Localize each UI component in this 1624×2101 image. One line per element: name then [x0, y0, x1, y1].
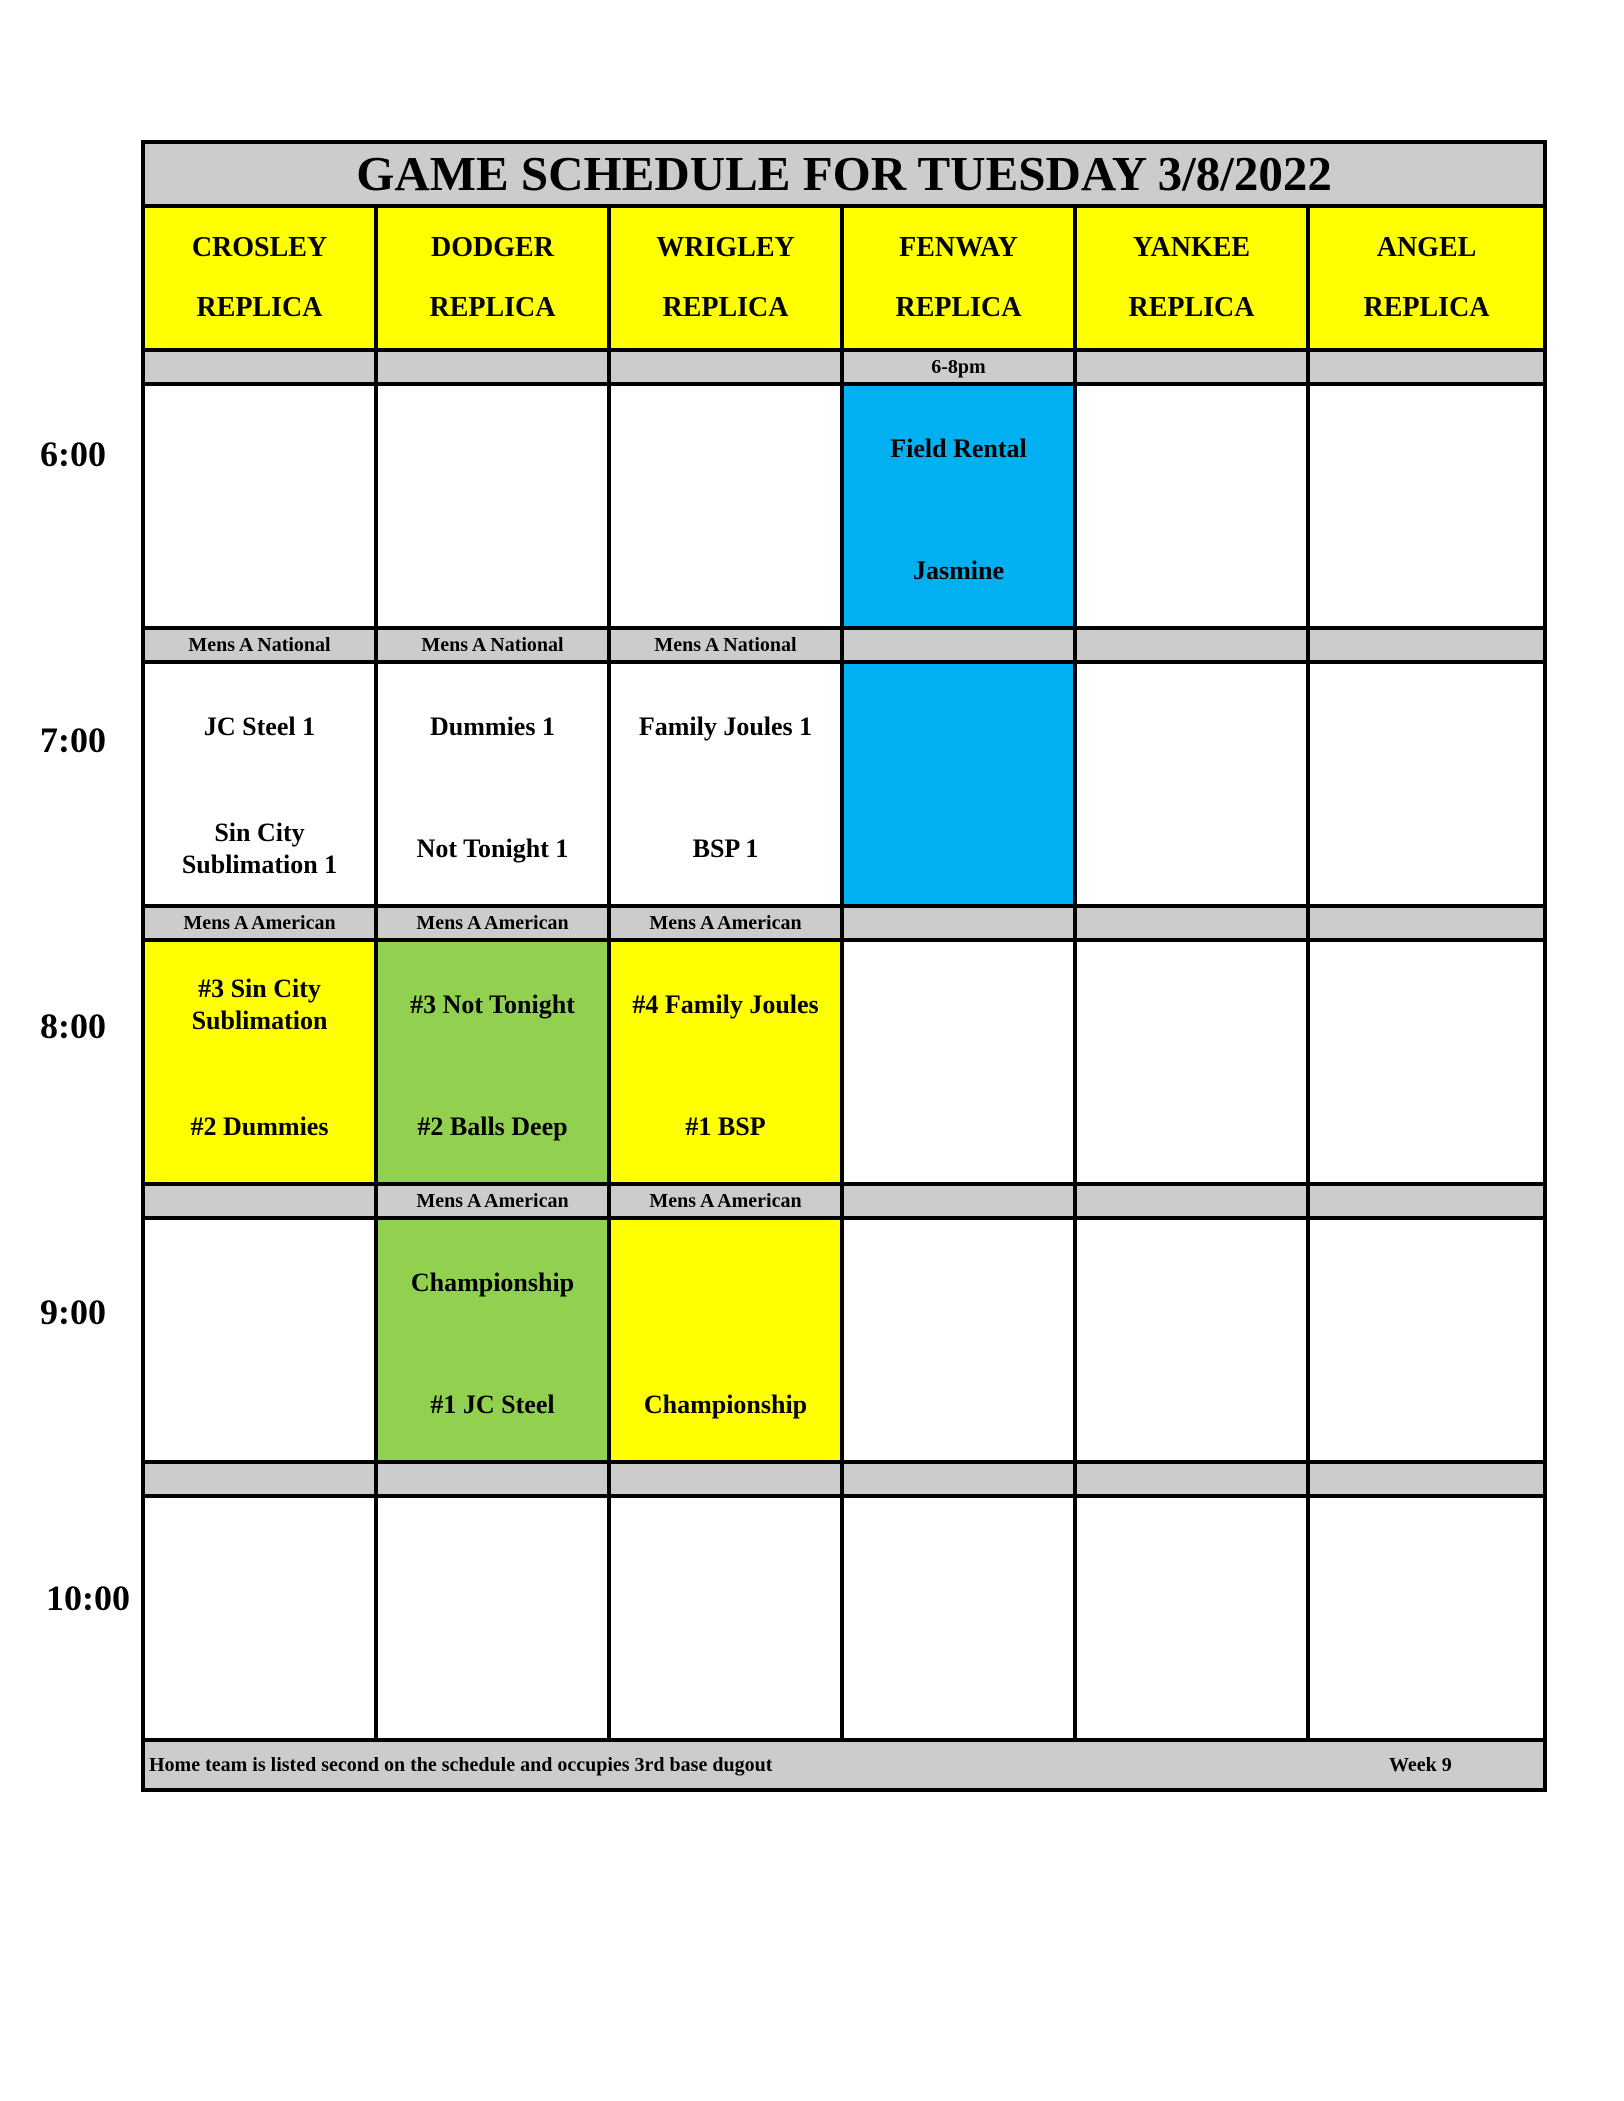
team-top-label: Championship [410, 1268, 575, 1297]
team-bottom-label: BSP 1 [692, 834, 759, 863]
game-cell [376, 384, 609, 628]
game-cell [143, 1496, 376, 1740]
division-label [609, 1462, 842, 1496]
team-top-label: Family Joules 1 [638, 712, 813, 741]
division-bar-row [143, 350, 1545, 384]
division-label [842, 1184, 1075, 1218]
game-cell [842, 1496, 1075, 1740]
team-bottom [378, 1094, 607, 1160]
field-name: YANKEE [1132, 232, 1251, 263]
field-header-2 [609, 206, 842, 350]
team-bottom [844, 816, 1073, 882]
game-cell [376, 1218, 609, 1462]
game-cell [376, 940, 609, 1184]
team-bottom-label: Not Tonight 1 [416, 834, 569, 863]
game-cell [1075, 940, 1308, 1184]
team-top-label: #4 Family Joules [632, 990, 819, 1019]
team-top [844, 694, 1073, 760]
division-label [609, 350, 842, 384]
division-label: Mens A American [609, 1184, 842, 1218]
game-cell [609, 384, 842, 628]
team-bottom [1077, 816, 1306, 882]
field-header-1 [376, 206, 609, 350]
division-label [143, 1184, 376, 1218]
team-top [1310, 1250, 1543, 1316]
game-cell [143, 662, 376, 906]
division-label [1075, 350, 1308, 384]
team-bottom [611, 1372, 840, 1438]
field-name: DODGER [431, 232, 554, 263]
division-bar-row [143, 628, 1545, 662]
division-label [1308, 1184, 1545, 1218]
team-bottom-label: #1 JC Steel [430, 1390, 555, 1419]
game-cell [842, 662, 1075, 906]
division-label [143, 350, 376, 384]
team-bottom [145, 538, 374, 604]
game-cell [143, 1218, 376, 1462]
game-cell [1075, 1496, 1308, 1740]
game-cell [376, 1496, 609, 1740]
week-label: Week 9 [1389, 1754, 1452, 1776]
team-top [378, 972, 607, 1038]
team-bottom [1077, 1372, 1306, 1438]
team-bottom-label: #2 Dummies [190, 1112, 329, 1141]
game-cell [609, 1218, 842, 1462]
team-bottom [378, 1372, 607, 1438]
time-label-8: 8:00 [40, 1006, 106, 1046]
game-cell [1075, 662, 1308, 906]
team-top [844, 1250, 1073, 1316]
time-label-6: 6:00 [40, 434, 106, 474]
time-label-10: 10:00 [46, 1578, 130, 1618]
page-title: GAME SCHEDULE FOR TUESDAY 3/8/2022 [143, 142, 1545, 206]
game-cell [842, 940, 1075, 1184]
team-top [145, 972, 374, 1038]
team-top-label: Field Rental [890, 434, 1027, 463]
game-cell [609, 662, 842, 906]
team-bottom [844, 1372, 1073, 1438]
team-top [611, 694, 840, 760]
time-slot-row [143, 1218, 1545, 1462]
team-bottom [611, 1650, 840, 1716]
game-cell [143, 940, 376, 1184]
division-label [842, 1462, 1075, 1496]
division-label: Mens A National [609, 628, 842, 662]
team-top-label: JC Steel 1 [203, 712, 316, 741]
team-bottom [378, 816, 607, 882]
field-name: CROSLEY [191, 232, 328, 263]
team-bottom [145, 1094, 374, 1160]
team-bottom [1310, 1650, 1543, 1716]
team-bottom [844, 1094, 1073, 1160]
division-label [376, 350, 609, 384]
team-top [378, 1250, 607, 1316]
team-bottom-label: #1 BSP [685, 1112, 766, 1141]
team-bottom [1077, 1650, 1306, 1716]
team-bottom [1310, 816, 1543, 882]
team-top [378, 1528, 607, 1594]
game-cell [1308, 662, 1545, 906]
team-top-label: #3 Not Tonight [410, 990, 575, 1019]
team-bottom [1310, 1094, 1543, 1160]
game-cell [376, 662, 609, 906]
team-bottom [1077, 1094, 1306, 1160]
team-top [611, 972, 840, 1038]
team-top [1310, 1528, 1543, 1594]
division-label: 6-8pm [842, 350, 1075, 384]
game-cell [1075, 384, 1308, 628]
team-top [1310, 694, 1543, 760]
division-bar-row [143, 1184, 1545, 1218]
division-label: Mens A National [143, 628, 376, 662]
team-bottom-label: Jasmine [913, 556, 1004, 585]
time-slot-row [143, 384, 1545, 628]
team-bottom [611, 538, 840, 604]
field-type: REPLICA [895, 292, 1022, 323]
game-cell [1308, 1496, 1545, 1740]
game-cell [1075, 1218, 1308, 1462]
team-top [844, 1528, 1073, 1594]
division-label [1075, 1462, 1308, 1496]
game-cell [1308, 940, 1545, 1184]
field-name: FENWAY [899, 232, 1018, 263]
team-bottom [1077, 538, 1306, 604]
footer [143, 1740, 1545, 1790]
team-top [1310, 972, 1543, 1038]
game-cell [609, 940, 842, 1184]
team-top [844, 972, 1073, 1038]
team-bottom-label: Sin City Sublimation 1 [181, 818, 338, 879]
team-top [1077, 694, 1306, 760]
team-top [145, 1528, 374, 1594]
field-header-3 [842, 206, 1075, 350]
team-bottom [145, 1372, 374, 1438]
team-bottom [844, 538, 1073, 604]
field-type: REPLICA [429, 292, 556, 323]
game-cell [842, 384, 1075, 628]
division-label [1075, 906, 1308, 940]
field-type: REPLICA [1128, 292, 1255, 323]
team-top [1077, 1528, 1306, 1594]
time-labels [0, 0, 141, 2101]
footer-note: Home team is listed second on the schedule and occupies 3rd base dugout [149, 1754, 773, 1776]
team-bottom [611, 1094, 840, 1160]
time-label-9: 9:00 [40, 1292, 106, 1332]
team-bottom [378, 1650, 607, 1716]
division-label [1308, 628, 1545, 662]
division-label [143, 1462, 376, 1496]
division-label [1308, 906, 1545, 940]
field-header-4 [1075, 206, 1308, 350]
team-top [378, 694, 607, 760]
game-cell [842, 1218, 1075, 1462]
division-label [1308, 350, 1545, 384]
team-bottom-label: Championship [643, 1390, 808, 1419]
team-top [611, 416, 840, 482]
game-cell [1308, 384, 1545, 628]
time-label-7: 7:00 [40, 720, 106, 760]
team-bottom [1310, 538, 1543, 604]
game-cell [609, 1496, 842, 1740]
field-header-row [143, 206, 1545, 350]
game-cell [1308, 1218, 1545, 1462]
time-slot-row [143, 940, 1545, 1184]
field-type: REPLICA [1363, 292, 1490, 323]
team-bottom [1310, 1372, 1543, 1438]
team-bottom [145, 1650, 374, 1716]
team-top [1077, 416, 1306, 482]
division-label [842, 628, 1075, 662]
field-header-5 [1308, 206, 1545, 350]
division-label [842, 906, 1075, 940]
team-top [844, 416, 1073, 482]
division-label [1075, 1184, 1308, 1218]
team-bottom [145, 816, 374, 882]
team-top [145, 1250, 374, 1316]
team-bottom [611, 816, 840, 882]
team-bottom [844, 1650, 1073, 1716]
team-bottom [378, 538, 607, 604]
team-top [1310, 416, 1543, 482]
division-bar-row [143, 1462, 1545, 1496]
division-label [376, 1462, 609, 1496]
division-label: Mens A American [143, 906, 376, 940]
team-top [378, 416, 607, 482]
team-top [1077, 1250, 1306, 1316]
team-top-label: Dummies 1 [430, 712, 555, 741]
division-label: Mens A American [376, 906, 609, 940]
team-top [145, 694, 374, 760]
division-label: Mens A American [609, 906, 842, 940]
field-type: REPLICA [662, 292, 789, 323]
division-label [1308, 1462, 1545, 1496]
time-slot-row [143, 662, 1545, 906]
team-top [611, 1528, 840, 1594]
team-top-label: #3 Sin City Sublimation [191, 974, 328, 1035]
division-label: Mens A National [376, 628, 609, 662]
field-name: ANGEL [1376, 232, 1477, 263]
division-label [1075, 628, 1308, 662]
field-header-0 [143, 206, 376, 350]
division-label: Mens A American [376, 1184, 609, 1218]
field-type: REPLICA [196, 292, 323, 323]
division-bar-row [143, 906, 1545, 940]
team-top [145, 416, 374, 482]
team-top [1077, 972, 1306, 1038]
field-name: WRIGLEY [656, 232, 795, 263]
team-top [611, 1250, 840, 1316]
time-slot-row [143, 1496, 1545, 1740]
schedule-grid [141, 140, 1547, 1792]
team-bottom-label: #2 Balls Deep [417, 1112, 568, 1141]
game-cell [143, 384, 376, 628]
